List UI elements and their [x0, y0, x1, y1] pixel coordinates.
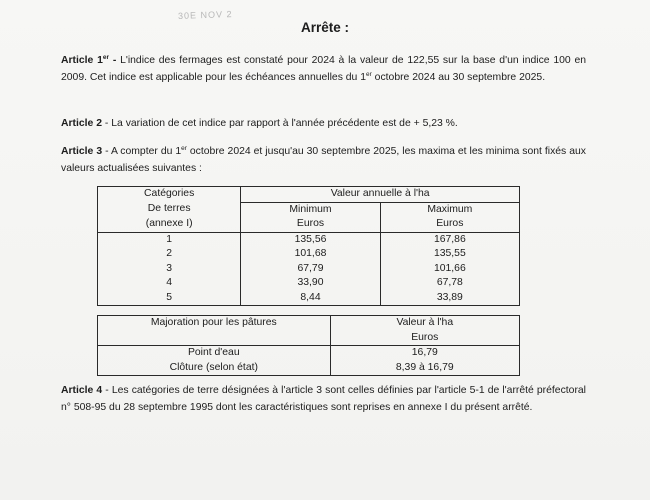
header-maximum: Maximum: [380, 202, 519, 217]
article-2: [61, 115, 586, 132]
table-row: 2 101,68 135,55: [98, 247, 520, 262]
table-row: 1 135,56 167,86: [98, 232, 520, 247]
header-minimum: Minimum: [241, 202, 380, 217]
article-3-text: - A compter du 1: [102, 146, 182, 157]
values-table: Catégories Valeur annuelle à l'ha De terres Minimum Maximum (annexe I) Euros Euros 1 135,56 167,86 2 101,68 135,55 3 67,79 101,66 4 33,90 67,78 5 8,44 33,89: [97, 186, 520, 306]
article-1-text: L'indice des fermages est constaté pour 2024 à la valeur de 122,55 sur la base d'un indice 100 en 2009. Cet indice est applicable pour les échéances annuelles du 1: [61, 55, 586, 83]
article-4-label: Article 4: [61, 385, 103, 396]
faded-stamp: 30E NOV 2: [177, 9, 233, 21]
table-row: 5 8,44 33,89: [98, 291, 520, 306]
article-3-label: Article 3: [61, 146, 103, 157]
header-pasture-surcharge: Majoration pour les pâtures: [98, 316, 331, 331]
table-row: Point d'eau 16,79: [98, 346, 520, 361]
article-3: Article 3 - A compter du 1er octobre 2024 et jusqu'au 30 septembre 2025, les maxima et les minima sont fixés aux valeurs actualisées suivantes :: [61, 145, 586, 174]
header-annual-value: Valeur annuelle à l'ha: [241, 187, 520, 203]
header-category: Catégories: [98, 187, 241, 203]
table-row: Clôture (selon état) 8,39 à 16,79: [98, 361, 520, 376]
table-row: 3 67,79 101,66: [98, 262, 520, 277]
article-2-label: Article 2: [61, 118, 103, 129]
pasture-surcharge-table: Majoration pour les pâtures Valeur à l'ha Euros Point d'eau 16,79 Clôture (selon état) 8,39 à 16,79: [97, 315, 520, 376]
article-4: [61, 382, 586, 416]
header-value-per-ha: Valeur à l'ha: [330, 316, 519, 331]
article-4-text: - Les catégories de terre désignées à l'article 3 sont celles définies par l'article 5-1 de l'arrêté préfectoral n° 508-95 du 28 septembre 1995 dont les caractéristiques sont reprises en annexe I du présent arrêté.: [61, 385, 586, 413]
article-2-text: - La variation de cet indice par rapport à l'année précédente est de + 5,23 %.: [102, 118, 458, 129]
article-1-label: Article 1er -: [61, 54, 121, 66]
article-1: Article 1er - L'indice des fermages est constaté pour 2024 à la valeur de 122,55 sur la base d'un indice 100 en 2009. Cet indice est applicable pour les échéances annuelles du 1er octobre 2024 au 30 septembre 2025.: [61, 54, 586, 83]
page-title: Arrête :: [300, 20, 349, 35]
table-row: 4 33,90 67,78: [98, 276, 520, 291]
